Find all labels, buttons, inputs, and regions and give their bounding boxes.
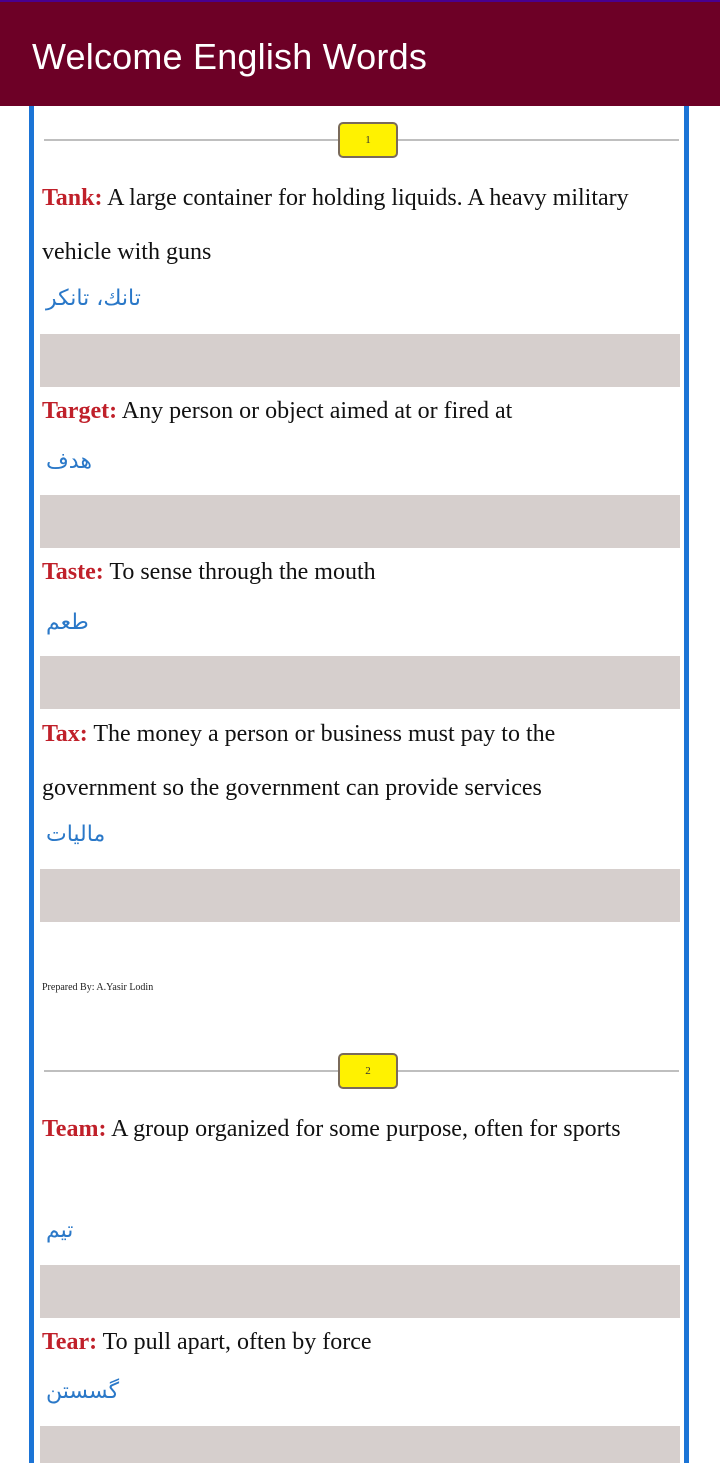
word-entry-taste bbox=[42, 545, 642, 599]
word-translation: ماليات bbox=[46, 822, 106, 847]
page-separator bbox=[44, 1053, 679, 1093]
word-definition: A large container for holding liquids. A heavy military vehicle with guns bbox=[42, 185, 629, 265]
word-definition: A group organized for some purpose, often for sports bbox=[106, 1116, 621, 1142]
entry-divider-band bbox=[40, 656, 680, 709]
entry-divider-band bbox=[40, 1426, 680, 1463]
word-term: Tear: bbox=[42, 1329, 98, 1355]
entry-divider-band bbox=[40, 1265, 680, 1318]
page-number-badge: 2 bbox=[338, 1053, 398, 1089]
word-translation: تیم bbox=[46, 1218, 74, 1243]
word-entry-team bbox=[42, 1102, 642, 1156]
word-translation: طعم bbox=[46, 610, 89, 635]
word-entry-tear bbox=[42, 1315, 642, 1369]
word-translation: هدف bbox=[46, 449, 92, 474]
word-translation: تانك، تانكر bbox=[46, 286, 141, 311]
word-definition: Any person or object aimed at or fired at bbox=[117, 398, 513, 424]
entry-divider-band bbox=[40, 869, 680, 922]
word-entry-tax bbox=[42, 707, 642, 815]
word-term: Target: bbox=[42, 398, 118, 424]
word-term: Taste: bbox=[42, 559, 104, 585]
word-entry-target bbox=[42, 384, 642, 438]
word-term: Tank: bbox=[42, 185, 103, 211]
word-entry-tank bbox=[42, 171, 642, 279]
prepared-by-note: Prepared By: A.Yasir Lodin bbox=[42, 982, 154, 993]
page-number-badge: 1 bbox=[338, 122, 398, 158]
entry-divider-band bbox=[40, 495, 680, 548]
word-definition: The money a person or business must pay to the government so the government can provide services bbox=[42, 721, 556, 801]
word-term: Team: bbox=[42, 1116, 107, 1142]
word-definition: To pull apart, often by force bbox=[97, 1329, 372, 1355]
word-translation: گسستن bbox=[46, 1379, 120, 1404]
app-title: Welcome English Words bbox=[32, 36, 428, 77]
app-bar bbox=[0, 0, 720, 106]
word-definition: To sense through the mouth bbox=[103, 559, 376, 585]
word-term: Tax: bbox=[42, 721, 88, 747]
page-separator bbox=[44, 122, 679, 162]
document-view[interactable] bbox=[29, 106, 689, 1463]
entry-divider-band bbox=[40, 334, 680, 387]
